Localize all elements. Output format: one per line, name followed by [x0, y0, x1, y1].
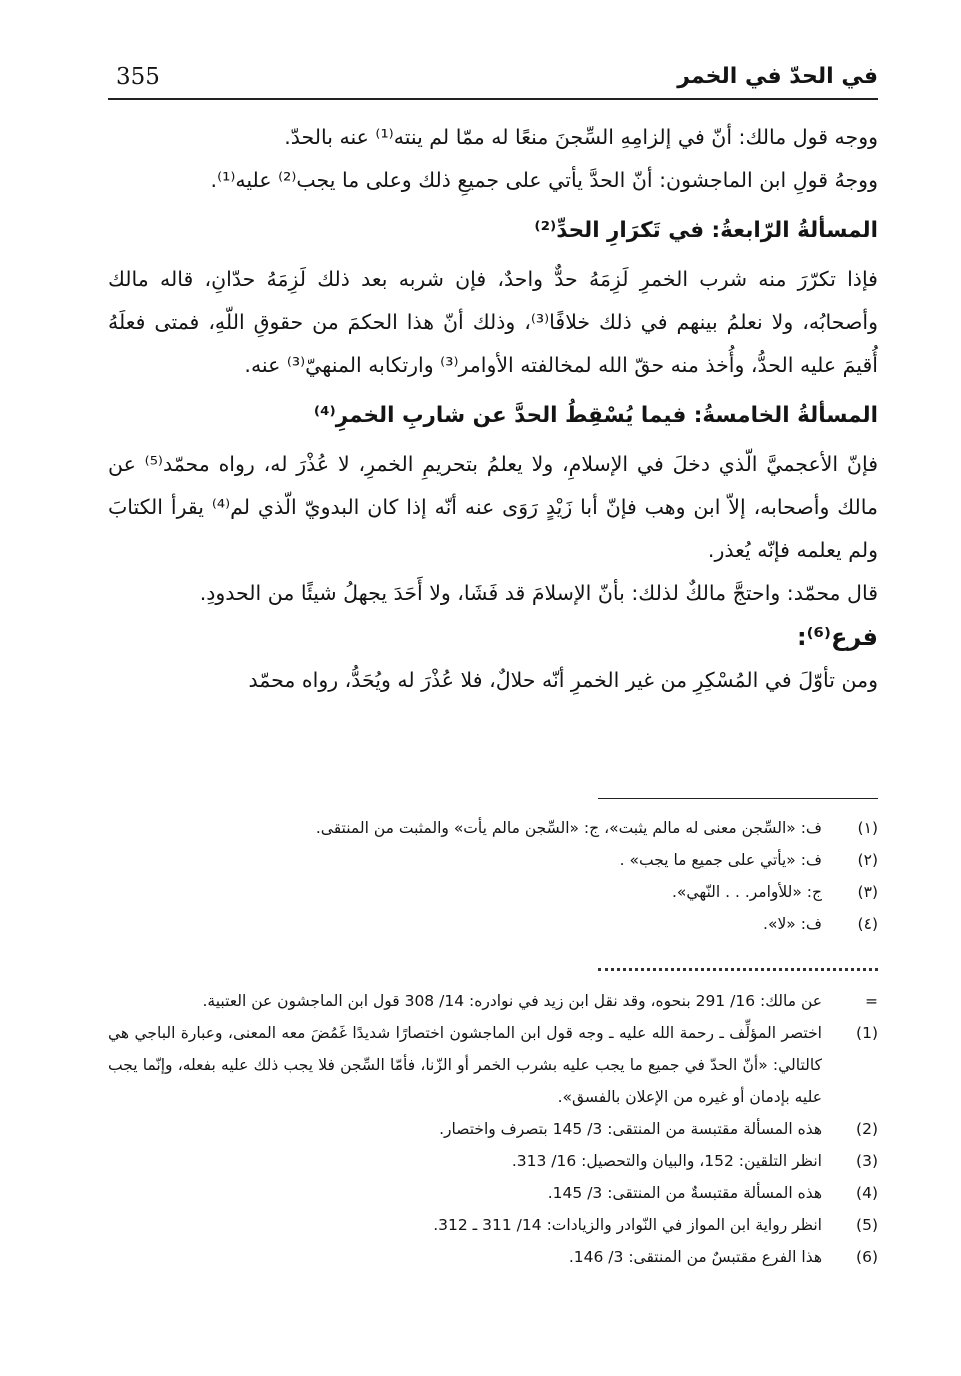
editor-notes: [108, 985, 878, 1273]
paragraph: ومن تأوّلَ في المُسْكِرِ من غير الخمرِ أنّه حلالٌ، فلا عُذْرَ له ويُحَدُّ، رواه محمّد: [248, 668, 878, 692]
footnote-number: (4): [856, 1184, 878, 1202]
footnote-item: [108, 1113, 878, 1145]
footnote-item: [108, 985, 878, 1017]
running-title: في الحدّ في الخمر: [677, 64, 878, 89]
footnote-text: اختصر المؤلِّف ـ رحمة الله عليه ـ وجه قول ابن الماجشون اختصارًا شديدًا غَمُضَ معه المعنى، وعبارة الباجي هي كالتالي: «أنّ الحدّ في جميع ما يجب عليه بشرب الخمر أو الزّنا، فأمّا السِّجن فلا يجب ذلك عليه بفعله، وإنّما يجب عليه بإدمان أو غيره من الإعلان بالفسق».: [108, 1024, 822, 1106]
footnote-number: (٢): [857, 851, 878, 869]
paragraph: فإذا تكرّرَ منه شرب الخمرِ لَزِمَهُ حدٌّ واحدٌ، فإن شربه بعد ذلك لَزِمَهُ حدّانِ، قاله مالك وأصحابُه، ولا نعلمُ بينهم في ذلك خلافًا⁽³⁾، وذلك أنّ هذا الحكمَ من حقوقِ اللّهِ، فمتى فعلَهُ أُقيمَ عليه الحدُّ، وأُخذ منه حقّ الله لمخالفته الأوامر⁽³⁾ وارتكابه المنهيّ⁽³⁾ عنه.: [108, 267, 878, 377]
paragraph: قال محمّد: واحتجَّ مالكٌ لذلك: بأنّ الإسلامَ قد فَشَا، ولا أَحَدَ يجهلُ شيئًا من الحدودِ.: [199, 581, 878, 605]
page-number: 355: [116, 64, 160, 90]
footnote-number: =: [865, 992, 878, 1010]
footnote-text: هذه المسألة مقتبسةٌ من المنتقى: 3/ 145.: [547, 1184, 822, 1202]
footnote-text: ج: «للأوامر. . . النّهي».: [672, 883, 822, 901]
footnote-item: [108, 1209, 878, 1241]
footnote-item: [108, 1017, 878, 1113]
footnote-text: ف: «لا».: [763, 915, 822, 933]
footnote-item: [108, 1177, 878, 1209]
paragraph: ووجه قول مالك: أنّ في إلزامِهِ السِّجنَ منعًا له ممّا لم ينته⁽¹⁾ عنه بالحدّ.: [284, 125, 878, 149]
paragraph: فإنّ الأعجميَّ الّذي دخلَ في الإسلامِ، ولا يعلمُ بتحريمِ الخمرِ، لا عُذْرَ له، رواه محمّد⁽⁵⁾ عن مالك وأصحابه، إلاّ ابن وهب فإنّ أبا زَيْدٍ رَوَى عنه أنّه إذا كان البدويّ الّذي لم⁽⁴⁾ يقرأ الكتابَ ولم يعلمه فإنّه يُعذر.: [108, 452, 879, 562]
paragraph: ووجهُ قولِ ابن الماجشون: أنّ الحدَّ يأتي على جميعِ ذلك وعلى ما يجب⁽²⁾ عليه⁽¹⁾.: [210, 168, 878, 192]
footnote-text: هذه المسألة مقتبسة من المنتقى: 3/ 145 بتصرف واختصار.: [439, 1120, 822, 1138]
footnote-item: [108, 1241, 878, 1273]
footnote-item: [108, 908, 878, 940]
footnote-text: انظر التلقين: 152، والبيان والتحصيل: 16/ 313.: [511, 1152, 822, 1170]
section-heading: المسألةُ الرّابعةُ: في تَكرَارِ الحدِّ⁽²⁾: [534, 218, 878, 243]
footnote-text: ف: «السِّجن معنى له مالم يثبت»، ج: «السِّجن مالم يأت» والمثبت من المنتقى.: [315, 819, 822, 837]
footnote-number: (6): [856, 1248, 878, 1266]
footnote-number: (3): [856, 1152, 878, 1170]
footnote-text: عن مالك: 16/ 291 بنحوه، وقد نقل ابن زيد في نوادره: 14/ 308 قول ابن الماجشون عن العتبية.: [202, 992, 822, 1010]
apparatus-notes: [108, 812, 878, 940]
footnote-number: (٣): [857, 883, 878, 901]
footnote-item: [108, 812, 878, 844]
footnote-text: انظر رواية ابن المواز في النّوادر والزيادات: 14/ 311 ـ 312.: [433, 1216, 822, 1234]
footnote-number: (2): [856, 1120, 878, 1138]
section-heading: المسألةُ الخامسةُ: فيما يُسْقِطُ الحدَّ عن شاربِ الخمرِ⁽⁴⁾: [313, 403, 878, 428]
footnote-text: ف: «يأتي على جميع ما يجب» .: [619, 851, 822, 869]
footnote-number: (1): [856, 1024, 878, 1042]
footnote-item: [108, 1145, 878, 1177]
footnote-number: (١): [857, 819, 878, 837]
footnote-item: [108, 844, 878, 876]
footnote-number: (5): [856, 1216, 878, 1234]
main-text: [108, 116, 878, 702]
footnote-item: [108, 876, 878, 908]
footnote-number: (٤): [857, 915, 878, 933]
dotted-divider: [598, 968, 878, 971]
footnote-divider: [598, 798, 878, 799]
page-header: [108, 62, 878, 100]
footnote-text: هذا الفرع مقتبسٌ من المنتقى: 3/ 146.: [568, 1248, 822, 1266]
subsection-heading: فرع⁽⁶⁾:: [797, 623, 878, 651]
